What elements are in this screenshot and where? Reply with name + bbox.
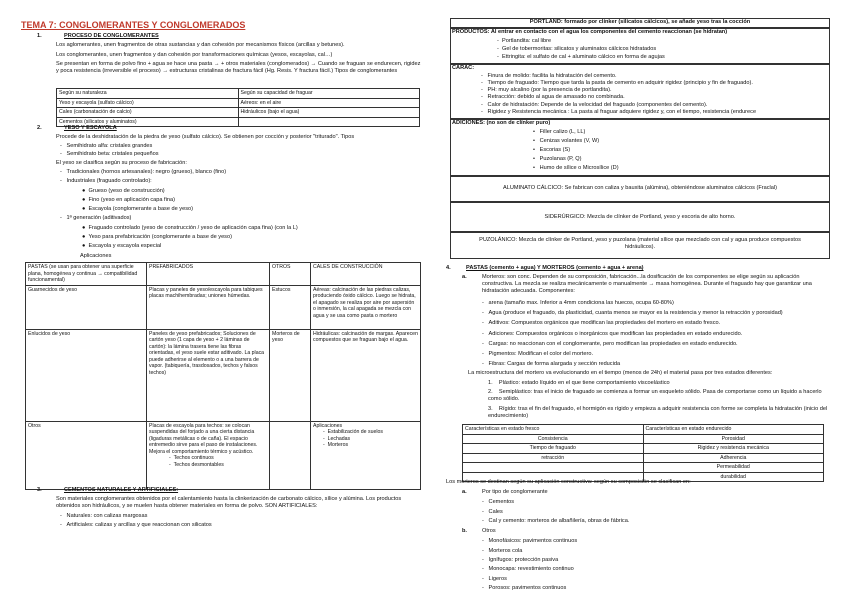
- table-header: Características en estado endurecido: [643, 425, 824, 435]
- list-item: - Fibras: Cargas de forma alargada y sección reducida: [482, 361, 621, 367]
- box-text: SIDERÚRGICO: Mezcla de clínker de Portland, yeso y escoria de alto horno.: [544, 214, 736, 220]
- productos-box: [450, 27, 830, 65]
- numbered-item-text: Rígido: tras el fin del fraguado, el hormigón es rígido y empieza a adquirir resistencia con forme se completa la hidratación (inicio del endurecimiento): [488, 406, 828, 419]
- section-heading: CEMENTOS NATURALES Y ARTIFICIALES:: [64, 487, 179, 493]
- bullet-item: - Semihidrato beta: cristales pequeños: [60, 151, 159, 157]
- caracteristicas-box: [450, 63, 830, 120]
- list-item: • Puzolanas (P, Q): [533, 156, 582, 162]
- sub-bullet-text: Yeso para prefabricación (conglomerante a base de yeso): [88, 234, 232, 240]
- list-item-text: Cargas: no reaccionan con el conglomerante, pero modifican las propiedades en estado endurecido.: [488, 341, 738, 347]
- sub-bullet: ● Escayola (conglomerante a base de yeso): [82, 206, 193, 212]
- table-cell: [238, 117, 420, 127]
- list-item: - PH: muy alcalino (por la presencia de portlandita).: [481, 87, 612, 93]
- list-item-text: Pigmentos: Modifican el color del mortero.: [488, 351, 593, 357]
- bullet-text: Semihidrato beta: cristales pequeños: [66, 151, 159, 157]
- list-item-text: Tiempo de fraguado: Tiempo que tarda la pasta de cemento en adquirir rigidez (principio y fin de fraguado).: [487, 80, 753, 86]
- table-cell: Placas y paneles de yeso/escayola para tabiques placas machihembradas; uniones húmedas.: [147, 285, 270, 329]
- table-row: [26, 421, 421, 489]
- paragraph: Morteros: son conc. Dependen de su composición, fabricación...la dosificación de los componentes se elige según su aplicación constructiva. La mezcla se realiza mecánicamente o manualmente → masa homogénea. Durante el fraguado hay que garantizar una hidratación adecuada. Componentes:: [482, 274, 812, 294]
- bullet-text: Semihidrato alfa: cristales grandes: [66, 143, 153, 149]
- list-marker: b.: [462, 528, 467, 534]
- list-item-text: Cementos: [488, 499, 515, 505]
- paragraph: Se presentan en forma de polvo fino + agua se hace una pasta → + otros materiales (conglomerados) → Cuando se fraguan se endurecen, rigidez y poca resistencia (irreversible el proceso) → estructuras cristalinas de fractura fácil (Hg. Resis. Y fractura fácil.) Tipos de conglomerantes: [56, 61, 421, 74]
- list-item-text: Cenizas volantes (V, W): [539, 138, 600, 144]
- paragraph: Procede de la deshidratación de la piedra de yeso (sulfato cálcico). Se obtienen por cocción y posterior "triturado". Tipos: [56, 134, 355, 140]
- caracteristicas-table: [462, 424, 824, 482]
- bullet-text: Tradicionales (hornos artesanales): negro (grueso), blanco (fino): [66, 169, 227, 175]
- table-cell: Aéreas: calcinación de las piedras calizas, produciendo óxido cálcico. Luego se hidrata, el apagado se realiza por aire por aspersión o inmersión, la cal apagada se mezcla con agua y se usa como pasta o mortero: [311, 285, 421, 329]
- table-row: [26, 329, 421, 421]
- sub-bullet: ● Fino (yeso en aplicación capa fina): [82, 197, 175, 203]
- numbered-item-text: Plástico: estado líquido en el que tiene comportamiento viscoelástico: [498, 380, 670, 386]
- list-item: - Ligeros: [482, 576, 507, 582]
- table-cell: Porosidad: [643, 434, 824, 444]
- list-item-text: Humo de sílice o Microsílice (D): [539, 165, 619, 171]
- numbered-item: 1. Plástico: estado líquido en el que tiene comportamiento viscoelástico: [488, 380, 670, 386]
- list-item: - Cales: [482, 509, 503, 515]
- sub-bullet: ● Fraguado controlado (yeso de construcción / yeso de aplicación capa fina) (con la L): [82, 225, 298, 231]
- box-heading: ADICIONES: (no son de clínker puro): [452, 120, 551, 126]
- bullet-item: - Semihidrato alfa: cristales grandes: [60, 143, 153, 149]
- list-item-text: Monocapa: revestimiento continuo: [488, 566, 574, 572]
- sub-bullet-text: Escayola y escayola especial: [88, 243, 162, 249]
- bullet-text: Artificiales: calizas y arcillas y que reaccionan con silicatos: [66, 522, 212, 528]
- section-heading: PROCESO DE CONGLOMERANTES: [64, 33, 159, 39]
- box-heading: CARAC:: [452, 65, 475, 71]
- list-item: - Agua (produce el fraguado, da plasticidad, cuanta menos se mayor es la resistencia y menor la retracción y porosidad): [482, 310, 783, 316]
- list-item: - Cal y cemento: morteros de albañilería, obras de fábrica.: [482, 518, 630, 524]
- section-heading: YESO Y ESCAYOLA: [64, 125, 117, 131]
- list-item: - Adiciones: Compuestos orgánicos o inorgánicos que modifican las propiedades en estado endurecido.: [482, 331, 743, 337]
- list-item: • Cenizas volantes (V, W): [533, 138, 600, 144]
- list-item: - Cementos: [482, 499, 515, 505]
- section-number: 4.: [446, 265, 451, 271]
- list-item-text: Rigidez y Resistencia mecánica : La pasta al fraguar adquiere rigidez y, con el tiempo, resistencia (endurece: [487, 109, 757, 115]
- list-item-text: Morteros cola: [488, 548, 523, 554]
- table-cell: Consistencia: [463, 434, 644, 444]
- list-item: - Calor de hidratación: Depende de la velocidad del fraguado (componentes del cemento).: [481, 102, 708, 108]
- table-row: [26, 285, 421, 329]
- aluminato-box: [450, 175, 830, 203]
- box-text: PORTLAND: formado por clínker (silicatos cálcicos), se añade yeso tras la cocción: [529, 19, 751, 25]
- table-cell: [463, 463, 644, 473]
- list-item: - Ettringita: el sulfato de cal + aluminato cálcico en forma de agujas: [497, 54, 665, 60]
- cell-bullet: - Techos continuos: [169, 455, 214, 461]
- table-cell: Tiempo de fraguado: [463, 444, 644, 454]
- table-row: [57, 98, 420, 108]
- list-item: - Portlandita: cal libre: [497, 38, 552, 44]
- cell-bullet-text: Estabilización de suelos: [327, 429, 383, 435]
- cell-bullet-text: Lechadas: [327, 435, 351, 442]
- adiciones-box: [450, 118, 830, 177]
- table-cell: Adherencia: [643, 453, 824, 463]
- table-cell: Hidráulicas: calcinación de margas. Aparecen compuestos que se fraguan bajo el agua.: [311, 329, 421, 421]
- paragraph: Los conglomerantes, unen fragmentos y dan cohesión por transformaciones químicas (yesos, escayolas, cal…): [56, 52, 333, 58]
- cell-bullet: - Lechadas: [323, 435, 351, 442]
- sub-bullet-text: Escayola (conglomerante a base de yeso): [88, 206, 193, 212]
- table-cell: Cementos (silicatos y aluminatos): [57, 117, 239, 127]
- paragraph: La microestructura del mortero va evolucionando en el tiempo (menos de 24h) el material pasa por tres estados diferentes:: [468, 370, 773, 376]
- list-item: - Monocapa: revestimiento continuo: [482, 566, 574, 572]
- table-cell: Hidráulicos (bajo el agua): [238, 108, 420, 118]
- list-item: - Pigmentos: Modifican el color del mortero.: [482, 351, 593, 357]
- list-item-text: Monofásicos: pavimentos continuos: [488, 538, 578, 544]
- cell-text: Aplicaciones: [313, 422, 343, 429]
- table-row: [463, 453, 824, 463]
- box-text: ALUMINATO CÁLCICO: Se fabrican con caliza y bauxita (alúmina), obteniéndose aluminatos cálcicos (Fraclal): [502, 185, 777, 191]
- list-item-text: Gel de tobermoritas: silicatos y aluminatos cálcicos hidratados: [501, 46, 657, 52]
- list-item-text: arena (tamaño max. Inferior a 4mm condiciona las huecos, ocupa 60-80%): [488, 300, 674, 306]
- table-cell: [147, 421, 270, 489]
- list-item: • Filler calizo (L, LL): [533, 129, 586, 135]
- table-row: [463, 463, 824, 473]
- table-header-row: [26, 263, 421, 286]
- list-item-text: Porosos: pavimentos continuos: [488, 585, 567, 591]
- table-cell: Morteros de yeso: [270, 329, 311, 421]
- list-item-text: PH: muy alcalino (por la presencia de portlandita).: [487, 87, 612, 93]
- list-item: - Porosos: pavimentos continuos: [482, 585, 567, 591]
- conglomerantes-table: [56, 88, 420, 127]
- table-cell: Cales (carbonatación de calcio): [57, 108, 239, 118]
- section-number: 2.: [37, 125, 42, 131]
- numbered-item: 3. Rígido: tras el fin del fraguado, el hormigón es rígido y empieza a adquirir resistencia con forme se completa la hidratación (inicio del endurecimiento): [488, 406, 828, 419]
- table-header-row: [463, 425, 824, 435]
- table-cell: Guarnecidos de yeso: [26, 285, 147, 329]
- table-cell: durabilidad: [643, 472, 824, 482]
- list-item: - Gel de tobermoritas: silicatos y aluminatos cálcicos hidratados: [497, 46, 657, 52]
- table-cell: Aéreos: en el aire: [238, 98, 420, 108]
- table-header: PREFABRICADOS: [147, 263, 270, 286]
- aplicaciones-table: [25, 262, 421, 490]
- cell-text: Placas de escayola para techos: se colocan suspendidas del forjado a una cierta distancia (ligaduras metálicas o de caña). El espacio entremedio sirve para el paso de instalaciones. Mejora el comportamiento térmico y acústico.: [149, 422, 258, 455]
- list-item-text: Ligeros: [488, 576, 507, 582]
- list-item-text: Agua (produce el fraguado, da plasticidad, cuanta menos se mayor es la resistencia y menor la retracción y porosidad): [488, 310, 783, 316]
- section-number: 3.: [37, 487, 42, 493]
- list-item-text: Escorias (S): [539, 147, 571, 153]
- paragraph: Son materiales conglomerantes obtenidos por el calentamiento hasta la clinkerización de carbonato cálcico, sílice y alúmina. Los productos obtenidos son hidráulicos, y se muelen hasta obtener materiales en forma de polvo. SON ARTIFICIALES:: [56, 496, 402, 509]
- list-item-text: Fibras: Cargas de forma alargada y sección reducida: [488, 361, 621, 367]
- cell-bullet: - Techos desmontables: [169, 461, 224, 468]
- subheading: Aplicaciones: [80, 253, 112, 259]
- subheading: Otros: [482, 528, 496, 534]
- cell-bullet: - Morteros: [323, 442, 349, 448]
- list-item: - Monofásicos: pavimentos continuos: [482, 538, 578, 544]
- list-item: - Finura de molido: facilita la hidratación del cemento.: [481, 73, 617, 79]
- table-row: [463, 434, 824, 444]
- list-item: - Ignífugos: protección pasiva: [482, 557, 559, 563]
- bullet-item: - Tradicionales (hornos artesanales): negro (grueso), blanco (fino): [60, 169, 227, 175]
- table-cell: Según su naturaleza: [57, 89, 239, 99]
- bullet-item: - 1ª generación (aditivados): [60, 215, 132, 221]
- bullet-item: - Industriales (fraguado controlado):: [60, 178, 152, 184]
- sub-bullet-text: Fino (yeso en aplicación capa fina): [88, 197, 175, 203]
- subheading: Por tipo de conglomerante: [482, 489, 548, 495]
- list-item-text: Adiciones: Compuestos orgánicos o inorgánicos que modifican las propiedades en estado endurecido.: [488, 331, 743, 337]
- bullet-text: Industriales (fraguado controlado):: [66, 178, 152, 184]
- table-cell: Permeabilidad: [643, 463, 824, 473]
- bullet-text: 1ª generación (aditivados): [66, 215, 132, 221]
- table-header: PASTAS (se usan para obtener una superficie plana, homogénea y continua → compatibilidad funcionamental): [26, 263, 147, 286]
- bullet-item: - Naturales: con calizas margosas: [60, 513, 148, 519]
- list-item-text: Cal y cemento: morteros de albañilería, obras de fábrica.: [488, 518, 630, 524]
- list-item: • Humo de sílice o Microsílice (D): [533, 165, 619, 171]
- list-item-text: Retracción: debido al agua de amasado no combinada.: [487, 94, 625, 100]
- list-item: - Cargas: no reaccionan con el conglomerante, pero modifican las propiedades en estado endurecido.: [482, 341, 738, 347]
- sub-bullet-text: Fraguado controlado (yeso de construcción / yeso de aplicación capa fina) (con la L): [88, 225, 298, 231]
- paragraph: Los morteros se destinan según su aplicación constructiva: según su composición se clasifican en:: [446, 479, 691, 485]
- list-item-text: Portlandita: cal libre: [501, 38, 552, 44]
- list-item: - Retracción: debido al agua de amasado no combinada.: [481, 94, 625, 100]
- cell-bullet-text: Techos desmontables: [173, 461, 224, 468]
- list-item-text: Ignífugos: protección pasiva: [488, 557, 559, 563]
- list-item-text: Ettringita: el sulfato de cal + aluminato cálcico en forma de agujas: [501, 54, 665, 60]
- sub-bullet-text: Grueso (yeso de construcción): [88, 188, 165, 194]
- numbered-item-text: Semiplástico: tras el inicio de fraguado se comienza a formar un esqueleto sólido. Pasa de comportarse como un líquido a hacerlo como sólido.: [488, 389, 822, 402]
- table-header: Características en estado fresco: [463, 425, 644, 435]
- table-row: [57, 89, 420, 99]
- section-heading: PASTAS (cemento + agua) Y MORTEROS (cemento + agua + arena): [466, 265, 644, 271]
- section-number: 1.: [37, 33, 42, 39]
- list-item: - Tiempo de fraguado: Tiempo que tarda la pasta de cemento en adquirir rigidez (principio y fin de fraguado).: [481, 80, 753, 86]
- page-title: TEMA 7: CONGLOMERANTES Y CONGLOMERADOS: [21, 20, 246, 30]
- list-item-text: Calor de hidratación: Depende de la velocidad del fraguado (componentes del cemento).: [487, 102, 708, 108]
- box-heading: PRODUCTOS: Al entrar en contacto con el agua los componentes del cemento reaccionan (se hidratan): [452, 29, 728, 35]
- siderurgico-box: [450, 201, 830, 233]
- numbered-item: 2. Semiplástico: tras el inicio de fraguado se comienza a formar un esqueleto sólido. Pasa de comportarse como un líquido a hacerlo como sólido.: [488, 389, 822, 402]
- table-cell: Otros: [26, 421, 147, 489]
- bullet-item: - Artificiales: calizas y arcillas y que reaccionan con silicatos: [60, 522, 212, 528]
- table-row: [57, 108, 420, 118]
- sub-bullet: ● Grueso (yeso de construcción): [82, 188, 165, 194]
- list-marker: a.: [462, 489, 467, 495]
- bullet-text: Naturales: con calizas margosas: [66, 513, 148, 519]
- sub-bullet: ● Yeso para prefabricación (conglomerante a base de yeso): [82, 234, 232, 240]
- paragraph: Los aglomerantes, unen fragmentos de otras sustancias y dan cohesión por mecanismos físicos (arcillas y betunes).: [56, 42, 345, 48]
- puzolanico-box: [450, 231, 830, 259]
- cell-bullet-text: Techos continuos: [173, 455, 214, 461]
- table-header: CALES DE CONSTRUCCIÓN: [311, 263, 421, 286]
- cell-bullet: - Estabilización de suelos: [323, 429, 383, 435]
- table-cell: Paneles de yeso prefabricados; Soluciones de cartón yeso (1 capa de yeso + 2 láminas de cartón): la lámina trasera tiene las fibras orientadas, el yeso suele estar aditivado. La placa puede adherirse al elemento o a una barrera de vapor. (tabiquería, trasdosados, techos y falsos techos): [147, 329, 270, 421]
- table-cell: retracción: [463, 453, 644, 463]
- list-marker: a.: [462, 274, 467, 280]
- sub-bullet: ● Escayola y escayola especial: [82, 243, 162, 249]
- list-item: - arena (tamaño max. Inferior a 4mm condiciona las huecos, ocupa 60-80%): [482, 300, 674, 306]
- table-cell: [311, 421, 421, 489]
- list-item: - Rigidez y Resistencia mecánica : La pasta al fraguar adquiere rigidez y, con el tiempo, resistencia (endurece: [481, 109, 757, 115]
- table-header: OTROS: [270, 263, 311, 286]
- table-row: [463, 444, 824, 454]
- table-cell: [270, 421, 311, 489]
- table-cell: Yeso y escayola (sulfato cálcico): [57, 98, 239, 108]
- list-item-text: Aditivos: Compuestos orgánicos que modifican las propiedades del mortero en estado fresco.: [488, 320, 721, 326]
- list-item-text: Filler calizo (L, LL): [539, 129, 586, 135]
- cell-bullet-text: Morteros: [327, 442, 349, 448]
- list-item: - Morteros cola: [482, 548, 523, 554]
- list-item: • Escorias (S): [533, 147, 571, 153]
- list-item-text: Finura de molido: facilita la hidratación del cemento.: [487, 73, 617, 79]
- list-item: - Aditivos: Compuestos orgánicos que modifican las propiedades del mortero en estado fresco.: [482, 320, 721, 326]
- box-text: PUZOLÁNICO: Mezcla de clínker de Portland, yeso y puzolana (material sílice que mezclado con cal y agua produce compuestos hidráulicos).: [479, 237, 801, 250]
- table-cell: Estucos: [270, 285, 311, 329]
- paragraph: El yeso se clasifica según su proceso de fabricación:: [56, 160, 187, 166]
- table-cell: Según su capacidad de fraguar: [238, 89, 420, 99]
- table-cell: Rigidez y resistencia mecánica: [643, 444, 824, 454]
- list-item-text: Cales: [488, 509, 503, 515]
- table-cell: Enlucidos de yeso: [26, 329, 147, 421]
- list-item-text: Puzolanas (P, Q): [539, 156, 582, 162]
